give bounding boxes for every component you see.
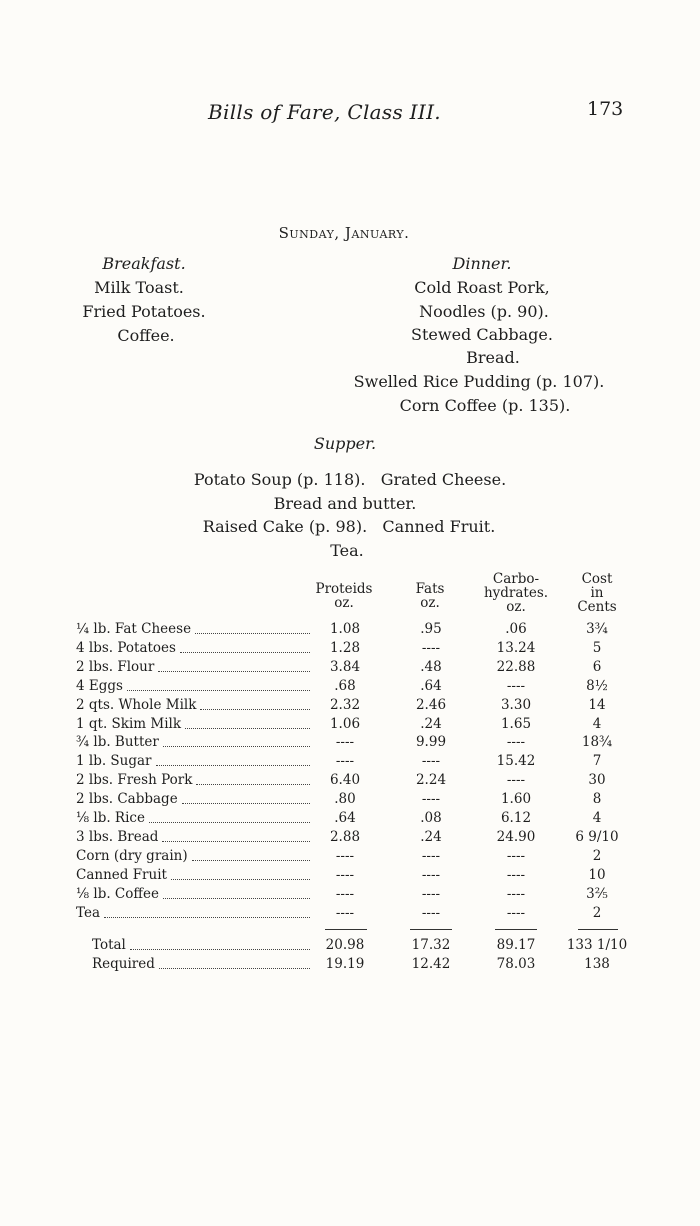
cell-proteids: ---- xyxy=(335,866,355,883)
cell-carbs: ---- xyxy=(506,847,526,864)
leader-dots xyxy=(171,879,310,880)
row-item: 4 lbs. Potatoes xyxy=(76,639,176,656)
cell-fats: .64 xyxy=(420,677,442,694)
table-row xyxy=(76,659,636,678)
cell-proteids: 1.28 xyxy=(329,639,361,656)
cell-fats: .48 xyxy=(420,658,442,675)
leader-dots xyxy=(104,917,310,918)
table-row xyxy=(76,867,636,886)
cell-cost: 4 xyxy=(592,715,602,732)
leader-dots xyxy=(195,633,310,634)
cell-carbs: ---- xyxy=(506,772,526,789)
required-row xyxy=(76,956,636,975)
row-item: 2 lbs. Flour xyxy=(76,658,155,675)
cell-carbs: 6.12 xyxy=(500,810,532,826)
row-item: 1 qt. Skim Milk xyxy=(76,715,182,732)
table-row xyxy=(76,753,636,772)
row-item: ⅛ lb. Rice xyxy=(76,810,145,826)
dinner-item: Bread. xyxy=(466,348,520,367)
cell-proteids: ---- xyxy=(335,847,355,864)
cell-cost: 14 xyxy=(588,696,606,713)
cell-carbs: 24.90 xyxy=(496,828,536,845)
breakfast-heading: Breakfast. xyxy=(102,254,186,273)
row-item: ¼ lb. Fat Cheese xyxy=(76,621,192,637)
cell-carbs: 22.88 xyxy=(496,658,536,675)
cell-cost: 3¾ xyxy=(586,621,608,637)
cell-cost: 8 xyxy=(592,791,602,808)
supper-line: Tea. xyxy=(330,541,364,560)
cell-cost: 10 xyxy=(588,866,606,883)
table-row xyxy=(76,791,636,810)
cell-proteids: 2.32 xyxy=(329,696,361,713)
row-item: ⅛ lb. Coffee xyxy=(76,885,159,902)
cell-fats: .24 xyxy=(420,715,442,732)
leader-dots xyxy=(180,652,310,653)
cell-fats: ---- xyxy=(421,791,441,808)
row-item: Canned Fruit xyxy=(76,866,167,883)
dinner-item: Corn Coffee (p. 135). xyxy=(399,396,571,415)
cell-carbs: ---- xyxy=(506,677,526,694)
day-heading: Sunday, January. xyxy=(278,224,410,242)
cell-carbs: 13.24 xyxy=(496,639,536,656)
cell-fats: ---- xyxy=(421,866,441,883)
cell-cost: 2 xyxy=(592,904,602,921)
cell-cost: 6 xyxy=(592,658,602,675)
cell-fats: ---- xyxy=(421,753,441,770)
row-item: 2 lbs. Fresh Pork xyxy=(76,772,193,789)
leader-dots xyxy=(182,803,310,804)
cell-proteids: 6.40 xyxy=(329,772,361,789)
cell-proteids: 20.98 xyxy=(325,937,365,953)
leader-dots xyxy=(192,860,310,861)
supper-line: Bread and butter. xyxy=(273,494,417,513)
cell-fats: 9.99 xyxy=(415,734,447,751)
leader-dots xyxy=(200,709,310,710)
cell-carbs: 89.17 xyxy=(496,937,536,953)
cell-cost: 18¾ xyxy=(581,734,613,751)
cell-cost: 138 xyxy=(584,956,610,972)
table-row xyxy=(76,772,636,791)
cell-carbs: ---- xyxy=(506,904,526,921)
leader-dots xyxy=(149,822,310,823)
table-row xyxy=(76,716,636,735)
cell-proteids: .80 xyxy=(334,791,356,808)
row-item: 3 lbs. Bread xyxy=(76,828,159,845)
supper-heading: Supper. xyxy=(313,434,377,453)
table-row xyxy=(76,621,636,640)
cell-cost: 2 xyxy=(592,847,602,864)
cell-fats: ---- xyxy=(421,847,441,864)
supper-line: Raised Cake (p. 98). Canned Fruit. xyxy=(202,517,496,536)
sum-rule xyxy=(410,929,452,930)
sum-rule xyxy=(325,929,367,930)
cell-fats: 2.46 xyxy=(415,696,447,713)
cell-proteids: .68 xyxy=(334,677,356,694)
table-row xyxy=(76,697,636,716)
cell-proteids: 1.08 xyxy=(329,621,361,637)
table-row xyxy=(76,848,636,867)
row-item: 2 qts. Whole Milk xyxy=(76,696,197,713)
supper-line: Potato Soup (p. 118). Grated Cheese. xyxy=(193,470,507,489)
leader-dots xyxy=(158,671,310,672)
cell-cost: 3⅖ xyxy=(586,885,608,902)
table-row xyxy=(76,905,636,924)
leader-dots xyxy=(127,690,310,691)
cell-cost: 7 xyxy=(592,753,602,770)
leader-dots xyxy=(196,784,310,785)
page-number: 173 xyxy=(587,98,624,120)
cell-proteids: 19.19 xyxy=(325,956,365,972)
table-row xyxy=(76,810,636,829)
row-item: Corn (dry grain) xyxy=(76,847,188,864)
table-row xyxy=(76,734,636,753)
cell-carbs: 78.03 xyxy=(496,956,536,972)
cell-carbs: 3.30 xyxy=(500,696,532,713)
leader-dots xyxy=(185,728,310,729)
cell-proteids: ---- xyxy=(335,904,355,921)
leader-dots xyxy=(163,898,310,899)
dinner-item: Stewed Cabbage. xyxy=(411,325,553,344)
cell-cost: 8½ xyxy=(586,677,608,694)
cell-fats: .95 xyxy=(420,621,442,637)
cell-proteids: ---- xyxy=(335,734,355,751)
cell-proteids: ---- xyxy=(335,885,355,902)
cell-carbs: ---- xyxy=(506,866,526,883)
cell-proteids: 3.84 xyxy=(329,658,361,675)
dinner-item: Noodles (p. 90). xyxy=(419,302,549,321)
cell-fats: 2.24 xyxy=(415,772,447,789)
leader-dots xyxy=(156,765,310,766)
row-item: 4 Eggs xyxy=(76,677,123,694)
cell-proteids: .64 xyxy=(334,810,356,826)
row-item: Total xyxy=(92,937,126,953)
cell-cost: 5 xyxy=(592,639,602,656)
table-row xyxy=(76,640,636,659)
cell-cost: 6 9/10 xyxy=(575,828,619,845)
cell-carbs: 15.42 xyxy=(496,753,536,770)
cell-carbs: 1.60 xyxy=(500,791,532,808)
cell-carbs: ---- xyxy=(506,734,526,751)
row-item: 2 lbs. Cabbage xyxy=(76,791,178,808)
breakfast-item: Coffee. xyxy=(117,326,175,345)
cell-fats: .08 xyxy=(420,810,442,826)
table-row xyxy=(76,829,636,848)
cell-cost: 4 xyxy=(592,810,602,826)
row-item: ¾ lb. Butter xyxy=(76,734,159,751)
cell-cost: 133 1/10 xyxy=(566,937,628,953)
leader-dots xyxy=(159,968,310,969)
cell-carbs: ---- xyxy=(506,885,526,902)
breakfast-item: Milk Toast. xyxy=(94,278,184,297)
dinner-item: Swelled Rice Pudding (p. 107). xyxy=(353,372,605,391)
cell-fats: ---- xyxy=(421,904,441,921)
cell-proteids: 2.88 xyxy=(329,828,361,845)
leader-dots xyxy=(163,746,310,747)
dinner-heading: Dinner. xyxy=(452,254,512,273)
total-row xyxy=(76,937,636,956)
cell-fats: 17.32 xyxy=(411,937,451,953)
cell-fats: ---- xyxy=(421,885,441,902)
cell-fats: 12.42 xyxy=(411,956,451,972)
cell-proteids: ---- xyxy=(335,753,355,770)
table-row xyxy=(76,678,636,697)
sum-rule xyxy=(578,929,618,930)
sum-rule xyxy=(495,929,537,930)
cell-fats: ---- xyxy=(421,639,441,656)
breakfast-item: Fried Potatoes. xyxy=(82,302,206,321)
row-item: 1 lb. Sugar xyxy=(76,753,152,770)
leader-dots xyxy=(162,841,310,842)
row-item: Required xyxy=(92,956,155,972)
table-row xyxy=(76,886,636,905)
cell-fats: .24 xyxy=(420,828,442,845)
row-item: Tea xyxy=(76,904,100,921)
running-title: Bills of Fare, Class III. xyxy=(208,100,441,124)
cell-cost: 30 xyxy=(588,772,606,789)
cell-carbs: .06 xyxy=(505,621,527,637)
cell-carbs: 1.65 xyxy=(500,715,532,732)
leader-dots xyxy=(130,949,310,950)
dinner-item: Cold Roast Pork, xyxy=(414,278,550,297)
cell-proteids: 1.06 xyxy=(329,715,361,732)
